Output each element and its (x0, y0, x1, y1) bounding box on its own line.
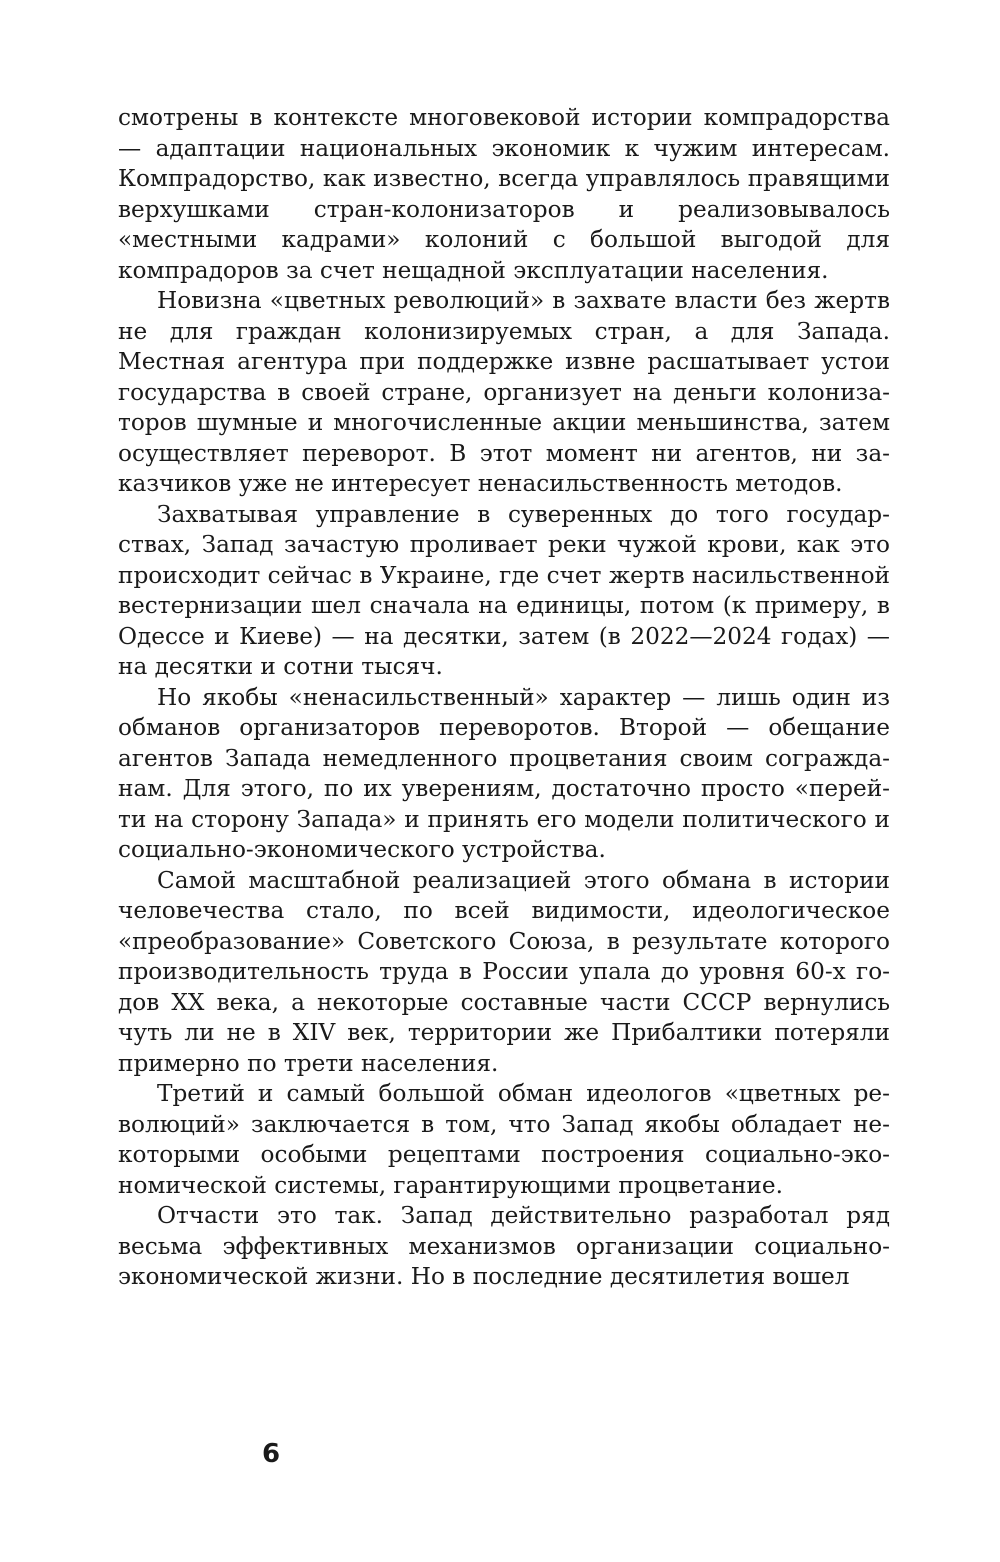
paragraph: Но якобы «ненасильственный» характер — лишь один из обманов организаторов переворотов. Второй — обещание агентов Запада немедленного процветания своим согражданам. Для этого, по их уверениям, достаточно просто «перейти на сторону Запада» и принять его модели политического и социально-экономического устройства. (118, 683, 890, 863)
paragraph-continuation: смотрены в контексте многовековой истории компрадорства — адаптации национальных экономик к чужим интересам. Компрадорство, как известно, всегда управлялось правящими верхушками стран-колонизаторов и реализовывалось «местными кадрами» колоний с большой выгодой для компрадоров за счет нещадной эксплуатации населения. (118, 104, 890, 284)
paragraph: Самой масштабной реализацией этого обмана в истории человечества стало, по всей видимости, идеологическое «преобразование» Советского Союза, в результате которого производительность труда в России упала до уровня 60-х годов XX века, а некоторые составные части СССР вернулись чуть ли не в XIV век, территории же Прибалтики потеряли примерно по трети населения. (118, 866, 890, 1077)
paragraph: Новизна «цветных революций» в захвате власти без жертв не для граждан колонизируемых стран, а для Запада. Местная агентура при поддержке извне расшатывает устои государства в своей стране, организует на деньги колонизаторов шумные и многочисленные акции меньшинства, затем осуществляет переворот. В этот момент ни агентов, ни заказчиков уже не интересует ненасильственность методов. (118, 287, 890, 497)
paragraph: Отчасти это так. Запад действительно разработал ряд весьма эффективных механизмов организации социально-экономической жизни. Но в последние десятилетия вошел (118, 1202, 890, 1290)
paragraph: Захватывая управление в суверенных до того государствах, Запад зачастую проливает реки чужой крови, как это происходит сейчас в Украине, где счет жертв насильственной вестернизации шел сначала на единицы, потом (к примеру, в Одессе и Киеве) — на десятки, затем (в 2022—2024 годах) — на десятки и сотни тысяч. (118, 500, 890, 680)
paragraph: Третий и самый большой обман идеологов «цветных революций» заключается в том, что Запад якобы обладает некоторыми особыми рецептами построения социально-экономической системы, гарантирующими процветание. (118, 1080, 890, 1199)
page-number: 6 (262, 1439, 281, 1469)
body-text (118, 103, 890, 1293)
